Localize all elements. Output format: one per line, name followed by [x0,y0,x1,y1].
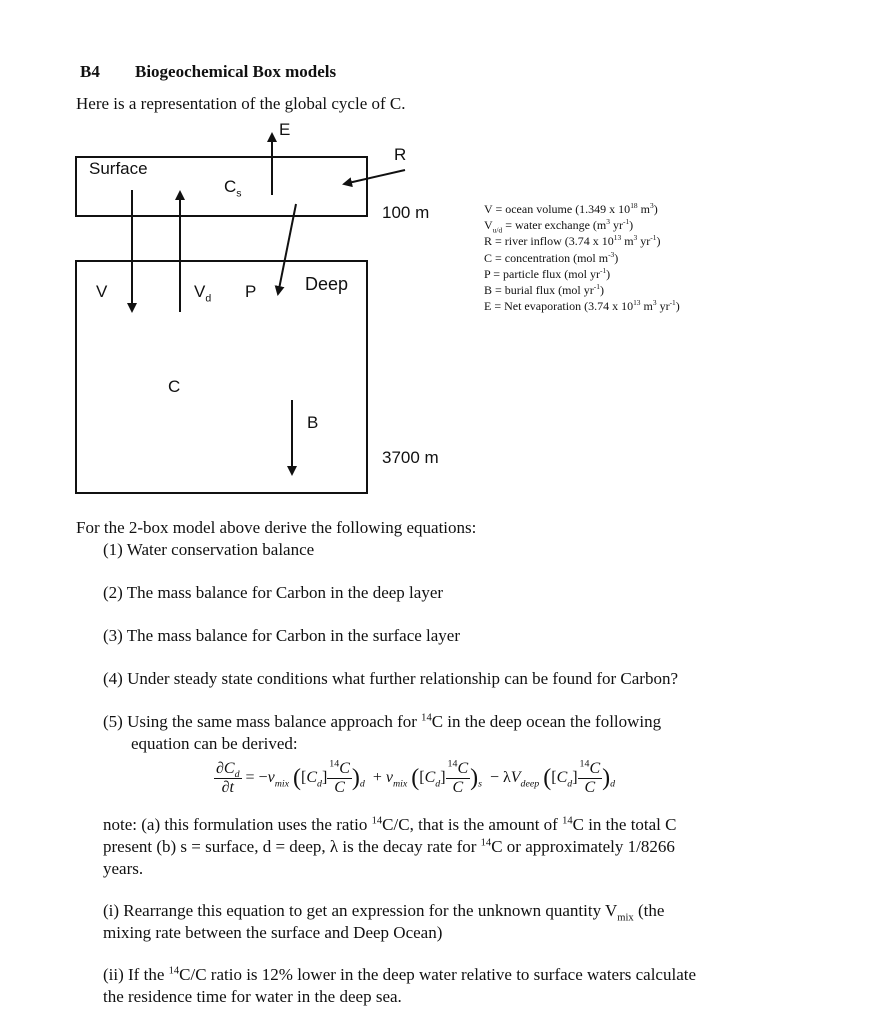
item-3: (3) The mass balance for Carbon in the surface layer [103,626,461,645]
legend-item: E = Net evaporation (3.74 x $10^{13}$ $m^3$ $yr^{-1}$) [484,298,680,314]
river-arrow [344,170,405,184]
deep-label: Deep [305,274,349,294]
deep-box [76,261,367,493]
legend-item: C = concentration (mol $m^{-3}$) [484,249,619,265]
question-i-line-1: (i) Rearrange this equation to get an expression for the unknown quantity $V_{mix}$ (the [103,901,665,924]
question-ii-line-1: (ii) If the $^{14}$C/C ratio is 12% lower in the deep water relative to surface waters calculate [103,965,697,984]
item-2: (2) The mass balance for Carbon in the deep layer [103,583,444,602]
particle-flux-arrow [278,204,296,294]
section-title: Biogeochemical Box models [135,62,337,81]
depth-3700-label: 3700 m [382,448,439,467]
legend-item: B = burial flux (mol $yr^{-1}$) [484,282,604,298]
box-model-diagram [0,118,470,503]
note-line-1: note: (a) this formulation uses the ratio $^{14}$C/C, that is the amount of $^{14}$C in the total C [103,815,677,834]
e-label: E [279,120,291,139]
note-line-2: present (b) s = surface, d = deep, λ is the decay rate for $^{14}$C or approximately 1/8266 [103,837,675,856]
decay-equation: $\frac{\partial C_d}{\partial t}$ = $-v_{mix}$ ($[C_d]$ $\frac{^{14}C}{C}$ )$_d + v_{mix}$ ($[C_d]$ $\frac{^{14}C}{C}$ )$_s - \lambda V_{deep}$ ($[C_d]$ $\frac{^{14}C}{C}$ )$_d$ [216,758,616,796]
legend-item: P = particle flux (mol $yr^{-1}$) [484,265,611,281]
legend [484,201,680,314]
cs-label: $C_s$ [224,177,242,200]
item-1: (1) Water conservation balance [103,540,315,559]
p-label: P [245,282,257,301]
surface-label: Surface [89,159,148,178]
item-5: (5) Using the same mass balance approach for $^{14}$C in the deep ocean the following [103,712,662,731]
c-label: C [168,377,181,396]
r-label: R [394,145,407,164]
task-text: For the 2-box model above derive the following equations: [76,518,477,537]
intro-text: Here is a representation of the global cycle of C. [76,94,406,113]
b-label: B [307,413,319,432]
legend-item: $V_{u/d}$ = water exchange ($m^3$ $yr^{-1}$) [484,217,634,235]
note-line-3: years. [103,859,144,878]
depth-100-label: 100 m [382,203,430,222]
item-5-cont: equation can be derived: [131,734,298,753]
section-number: B4 [80,62,100,81]
item-4: (4) Under steady state conditions what further relationship can be found for Carbon? [103,669,678,688]
legend-item: V = ocean volume (1.349 x $10^{18}$ $m^3$) [484,201,658,216]
vd-label: $V_d$ [194,282,212,305]
v-label: V [96,282,108,301]
question-ii-line-2: the residence time for water in the deep sea. [103,987,402,1006]
legend-item: R = river inflow (3.74 x $10^{13}$ $m^3$ $yr^{-1}$) [484,233,661,249]
question-i-line-2: mixing rate between the surface and Deep Ocean) [103,923,443,942]
